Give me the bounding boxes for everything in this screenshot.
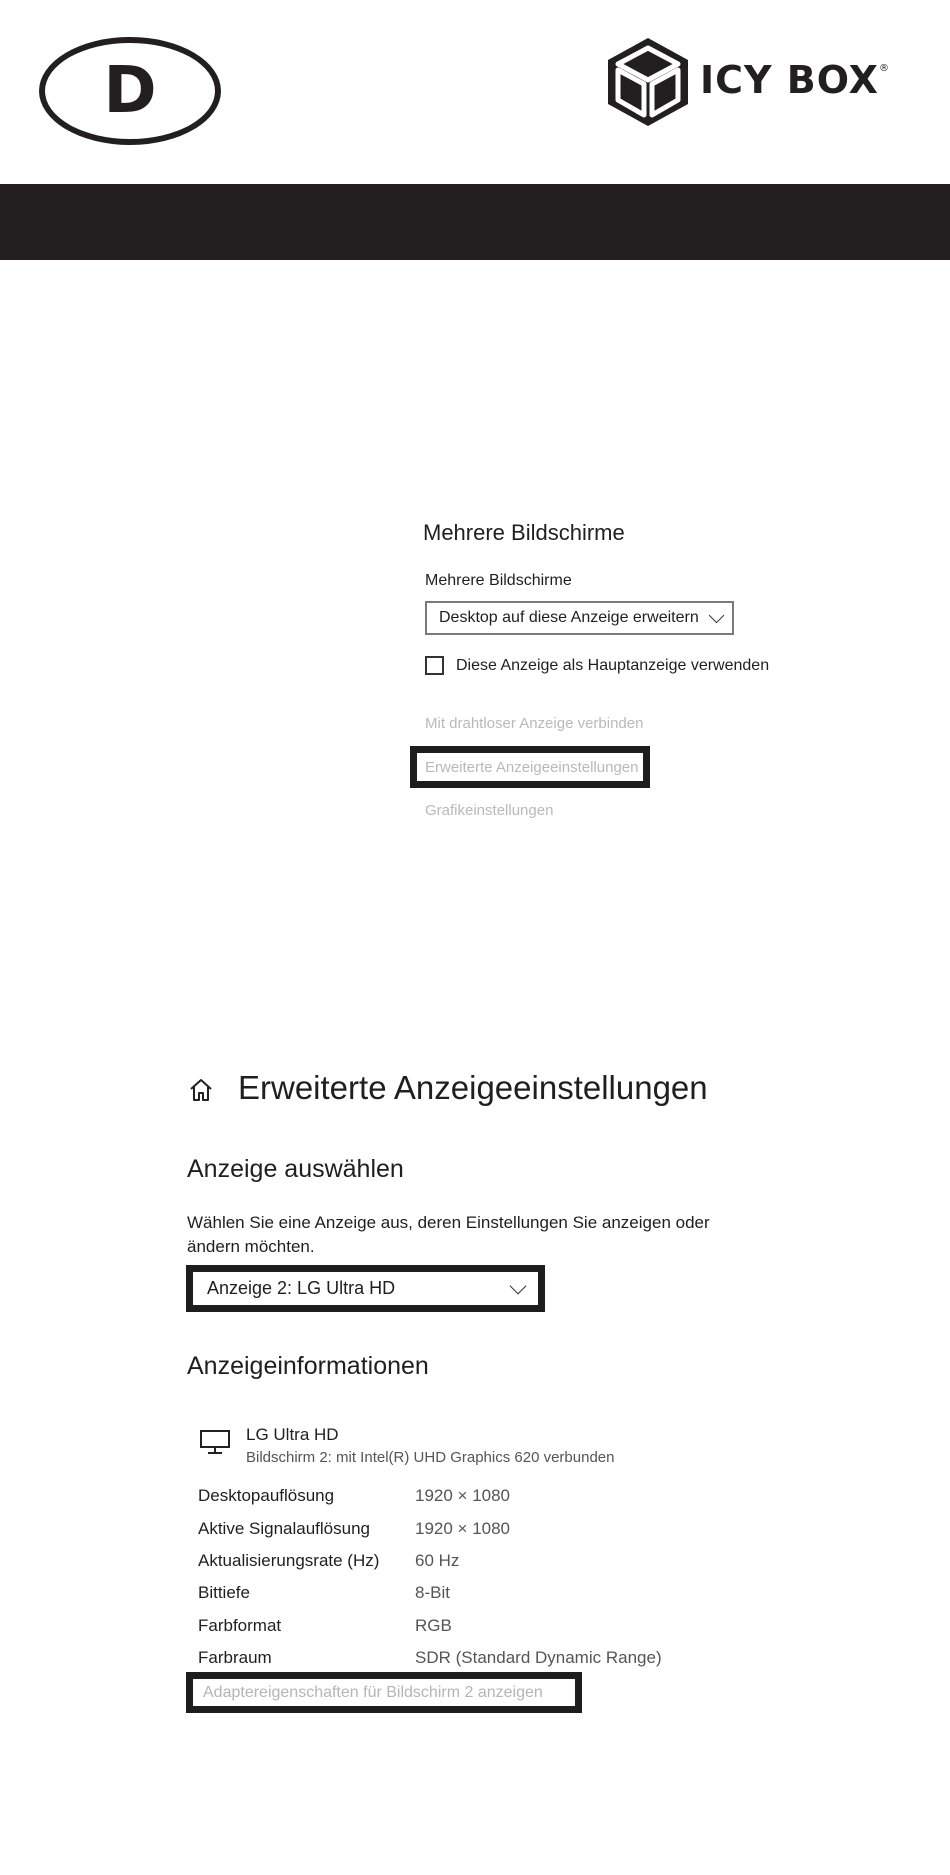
info-value: 60 Hz: [415, 1551, 460, 1570]
monitor-connection: Bildschirm 2: mit Intel(R) UHD Graphics 620 verbunden: [246, 1449, 615, 1466]
multiple-displays-heading: Mehrere Bildschirme: [423, 520, 625, 545]
info-label: Desktopauflösung: [198, 1486, 335, 1505]
main-display-checkbox[interactable]: [425, 656, 444, 675]
icy-box-cube-logo: [606, 36, 690, 128]
display-select-value: Anzeige 2: LG Ultra HD: [207, 1278, 396, 1298]
multiple-displays-label: Mehrere Bildschirme: [425, 572, 572, 589]
language-badge-label: D: [103, 54, 157, 128]
select-display-heading: Anzeige auswählen: [187, 1155, 404, 1183]
chevron-down-icon: [709, 607, 725, 623]
info-label: Farbraum: [198, 1648, 272, 1667]
info-value: 1920 × 1080: [415, 1486, 511, 1505]
info-label: Bittiefe: [198, 1583, 250, 1602]
page-title: Erweiterte Anzeigeeinstellungen: [238, 1069, 708, 1106]
multiple-displays-dropdown[interactable]: [425, 601, 734, 635]
main-display-checkbox-label: Diese Anzeige als Hauptanzeige verwenden: [456, 656, 770, 674]
adapter-properties-highlight: [186, 1672, 582, 1713]
advanced-display-settings-highlight: [410, 746, 650, 788]
brand-name: [700, 58, 890, 102]
adapter-properties-link[interactable]: Adaptereigenschaften für Bildschirm 2 anzeigen: [203, 1684, 543, 1701]
monitor-icon: [199, 1429, 231, 1455]
language-badge: [39, 37, 221, 145]
info-row: [198, 1551, 758, 1571]
info-label: Farbformat: [198, 1616, 282, 1635]
info-row: [198, 1648, 758, 1668]
info-label: Aktive Signalauflösung: [198, 1519, 371, 1538]
info-label: Aktualisierungsrate (Hz): [198, 1551, 380, 1570]
info-row: [198, 1519, 758, 1539]
advanced-display-settings-link[interactable]: Erweiterte Anzeigeeinstellungen: [425, 759, 639, 776]
display-info-heading: Anzeigeinformationen: [187, 1352, 429, 1380]
info-row: [198, 1583, 758, 1603]
select-display-description: Wählen Sie eine Anzeige aus, deren Einstellungen Sie anzeigen oder ändern möchten.: [187, 1213, 710, 1256]
info-row: [198, 1486, 758, 1506]
main-display-checkbox-row[interactable]: [425, 656, 769, 675]
display-select-dropdown[interactable]: [186, 1265, 545, 1312]
multiple-displays-dropdown-value: Desktop auf diese Anzeige erweitern: [439, 609, 699, 626]
brand-name-text: ICY BOX: [700, 58, 879, 102]
monitor-name: LG Ultra HD: [246, 1425, 339, 1444]
info-value: RGB: [415, 1616, 452, 1635]
registered-mark: ®: [878, 63, 890, 74]
graphics-settings-link[interactable]: Grafikeinstellungen: [425, 802, 554, 819]
info-value: SDR (Standard Dynamic Range): [415, 1648, 662, 1667]
chevron-down-icon: [510, 1277, 527, 1294]
info-value: 8-Bit: [415, 1583, 450, 1602]
header-banner: [0, 184, 950, 260]
info-value: 1920 × 1080: [415, 1519, 511, 1538]
info-row: [198, 1616, 758, 1636]
wireless-display-link[interactable]: Mit drahtloser Anzeige verbinden: [425, 715, 644, 732]
home-icon[interactable]: [188, 1077, 214, 1103]
